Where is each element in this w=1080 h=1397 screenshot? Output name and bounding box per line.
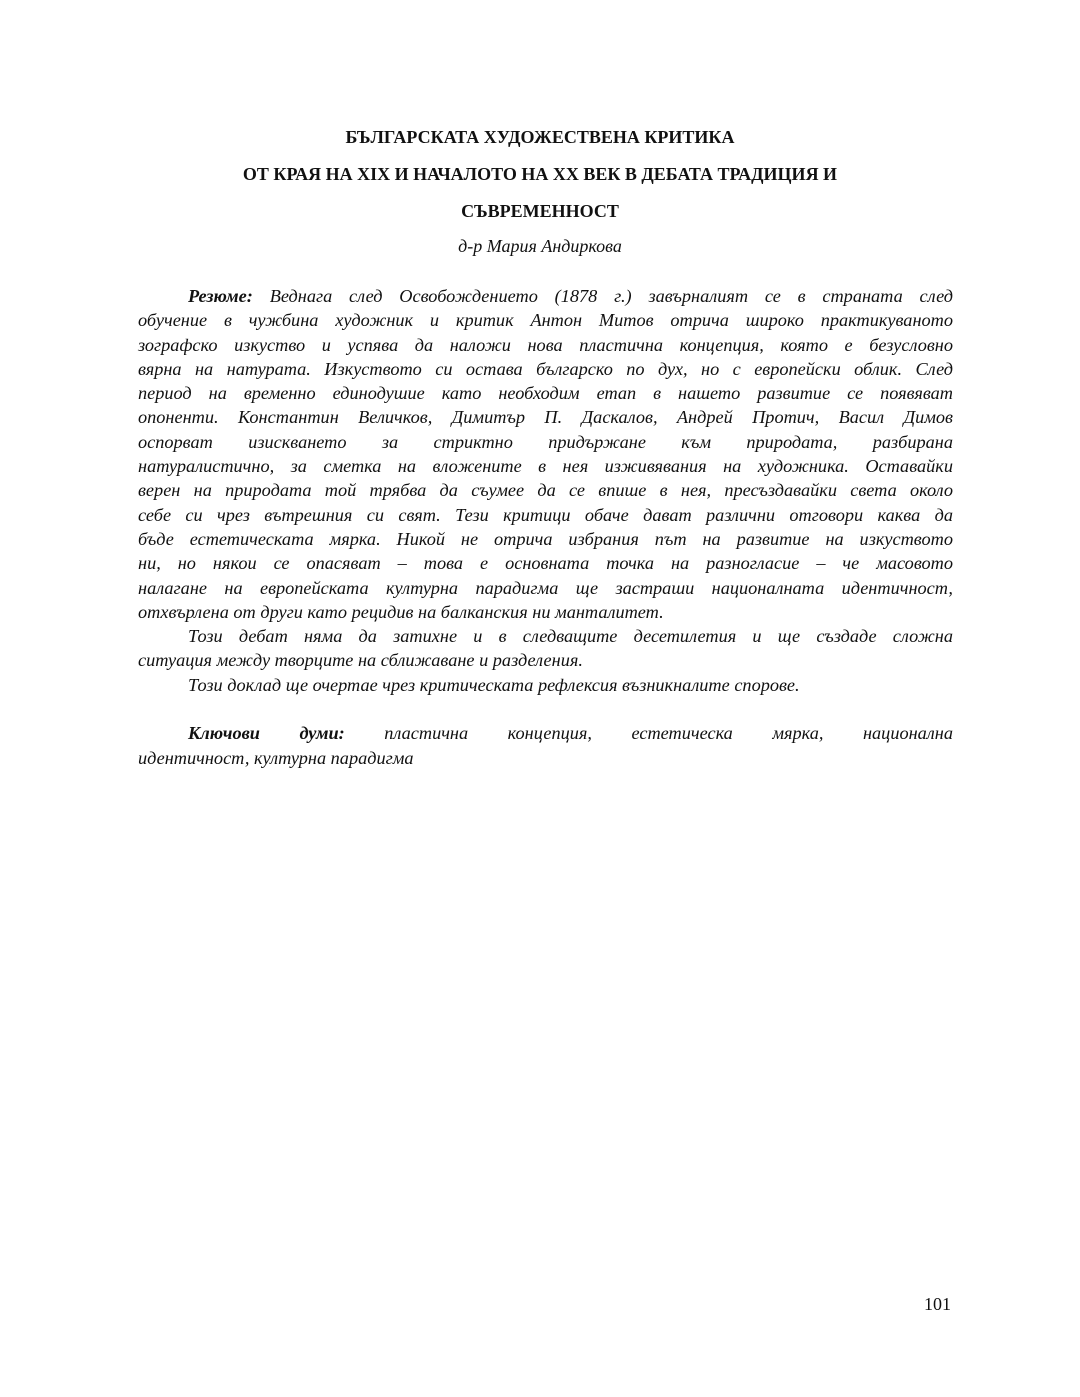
author: д-р Мария Андиркова	[458, 236, 622, 256]
abstract-line: натуралистично, за сметка на вложените в нея изживявания на художника. Оставайки	[138, 456, 953, 477]
abstract	[138, 284, 953, 770]
paragraph-2-line: ситуация между творците на сближаване и разделения.	[138, 650, 583, 671]
abstract-line: обучение в чужбина художник и критик Антон Митов отрича широко практикуваното	[138, 310, 953, 331]
abstract-line: отхвърлена от други като рецидив на балканския ни манталитет.	[138, 601, 664, 622]
abstract-line: опоненти. Константин Величков, Димитър П. Даскалов, Андрей Протич, Васил Димов	[138, 407, 953, 428]
abstract-text: Веднага след Освобождението (1878 г.) завърналият се в страната след	[252, 286, 953, 306]
abstract-line: себе си чрез вътрешния си свят. Тези критици обаче дават различни отговори каква да	[138, 504, 953, 525]
keywords-line	[138, 721, 953, 745]
abstract-line: зографско изкуство и успява да наложи нова пластична концепция, която е безусловно	[138, 334, 953, 355]
abstract-line: вярна на натурата. Изкуството си остава българско по дух, но с европейски облик. След	[138, 358, 953, 379]
title-line-2: ОТ КРАЯ НА XIX И НАЧАЛОТО НА XX ВЕК В ДЕБАТА ТРАДИЦИЯ И	[242, 164, 838, 184]
keywords-label: Ключови думи:	[188, 723, 345, 744]
abstract-line: период на временно единодушие като необходим етап в нашето развитие се появяват	[138, 383, 953, 404]
keywords-line-2: идентичност, културна парадигма	[138, 747, 414, 768]
keywords-text: пластична концепция, естетическа мярка, национална	[344, 723, 953, 744]
paragraph-2-line: Този дебат няма да затихне и в следващите десетилетия и ще създаде сложна	[188, 626, 953, 647]
abstract-line: ни, но някои се опасяват – това е основната точка на разногласие – че масовото	[138, 553, 953, 574]
title-line-1: БЪЛГАРСКАТА ХУДОЖЕСТВЕНА КРИТИКА	[345, 127, 735, 147]
title-line-3: СЪВРЕМЕННОСТ	[461, 201, 619, 221]
abstract-line: налагане на европейската културна парадигма ще застраши националната идентичност,	[138, 577, 953, 598]
abstract-line: оспорват изискването за стриктно придържане към природата, разбирана	[138, 431, 953, 452]
page-number: 101	[924, 1294, 951, 1314]
abstract-line	[138, 284, 953, 308]
abstract-line: бъде естетическата мярка. Никой не отрича избрания път на развитие на изкуството	[138, 528, 953, 549]
paragraph-3: Този доклад ще очертае чрез критическата рефлексия възникналите спорове.	[188, 674, 800, 695]
abstract-line: верен на природата той трябва да съумее да се впише в нея, пресъздавайки света около	[138, 480, 953, 501]
abstract-label: Резюме:	[188, 286, 253, 306]
